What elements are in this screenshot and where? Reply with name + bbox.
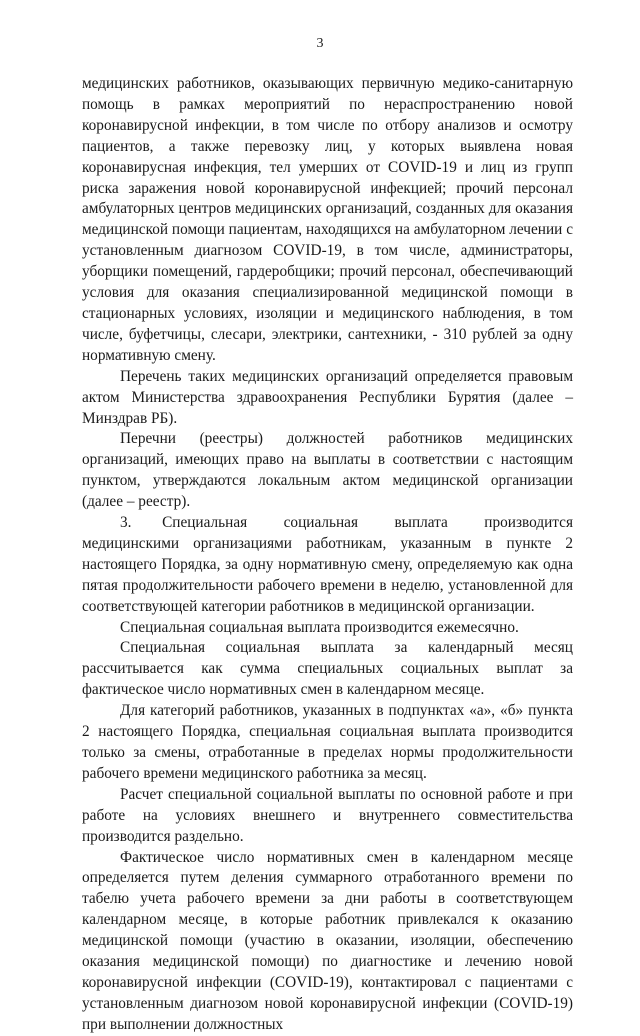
paragraph-actual-shifts: Фактическое число нормативных смен в календарном месяце определяется путем деления суммарного отработанного времени по табелю учета рабочего времени за дни работы в соответствующем календарном месяце, в которые работник привлекался к оказанию медицинской помощи (участию в оказании, изоляции, обеспечению оказания медицинской помощи) по диагностике и лечению новой коронавирусной инфекции (COVID-19), контактировал с пациентами с установленным диагнозом новой коронавирусной инфекции (COVID-19) при выполнении должностных — [82, 848, 573, 1033]
page-number: 3 — [316, 36, 324, 51]
paragraph-continuation: медицинских работников, оказывающих первичную медико-санитарную помощь в рамках мероприятий по нераспространению новой коронавирусной инфекции, в том числе по отбору анализов и осмотру пациентов, а также перевозку лиц, у которых выявлена новая коронавирусная инфекция, тел умерших от COVID-19 и лиц из групп риска заражения новой коронавирусной инфекцией; прочий персонал амбулаторных центров медицинских организаций, созданных для оказания медицинской помощи пациентам, находящихся на амбулаторном лечении с установленным диагнозом COVID-19, в том числе, администраторы, уборщики помещений, гардеробщики; прочий персонал, обеспечивающий условия для оказания специализированной медицинской помощи в стационарных условиях, изоляции и медицинского наблюдения, в том числе, буфетчицы, слесари, электрики, сантехники, - 310 рублей за одну нормативную смену. — [82, 75, 573, 364]
paragraph-organization-list: Перечень таких медицинских организаций определяется правовым актом Министерства здравоохранения Республики Бурятия (далее – Минздрав РБ). — [82, 367, 573, 427]
paragraph-separate-calculation: Расчет специальной социальной выплаты по основной работе и при работе на условиях внешнего и внутреннего совместительства производится раздельно. — [82, 785, 573, 845]
paragraph-categories-a-b: Для категорий работников, указанных в подпунктах «а», «б» пункта 2 настоящего Порядка, специальная социальная выплата производится только за смены, отработанные в пределах нормы продолжительности рабочего времени медицинского работника за месяц. — [82, 702, 573, 782]
paragraph-monthly-payment: Специальная социальная выплата производится ежемесячно. — [120, 618, 519, 636]
paragraph-clause-3: 3. Специальная социальная выплата производится медицинскими организациями работникам, указанным в пункте 2 настоящего Порядка, за одну нормативную смену, определяемую как одна пятая продолжительности рабочего времени в неделю, установленной для соответствующей категории работников в медицинской организации. — [82, 514, 573, 615]
paragraph-monthly-calculation: Специальная социальная выплата за календарный месяц рассчитывается как сумма специальных социальных выплат за фактическое число нормативных смен в календарном месяце. — [82, 639, 573, 699]
paragraph-position-registry: Перечни (реестры) должностей работников медицинских организаций, имеющих право на выплаты в соответствии с настоящим пунктом, утверждаются локальным актом медицинской организации (далее – реестр). — [82, 430, 573, 511]
document-body — [82, 74, 573, 1036]
